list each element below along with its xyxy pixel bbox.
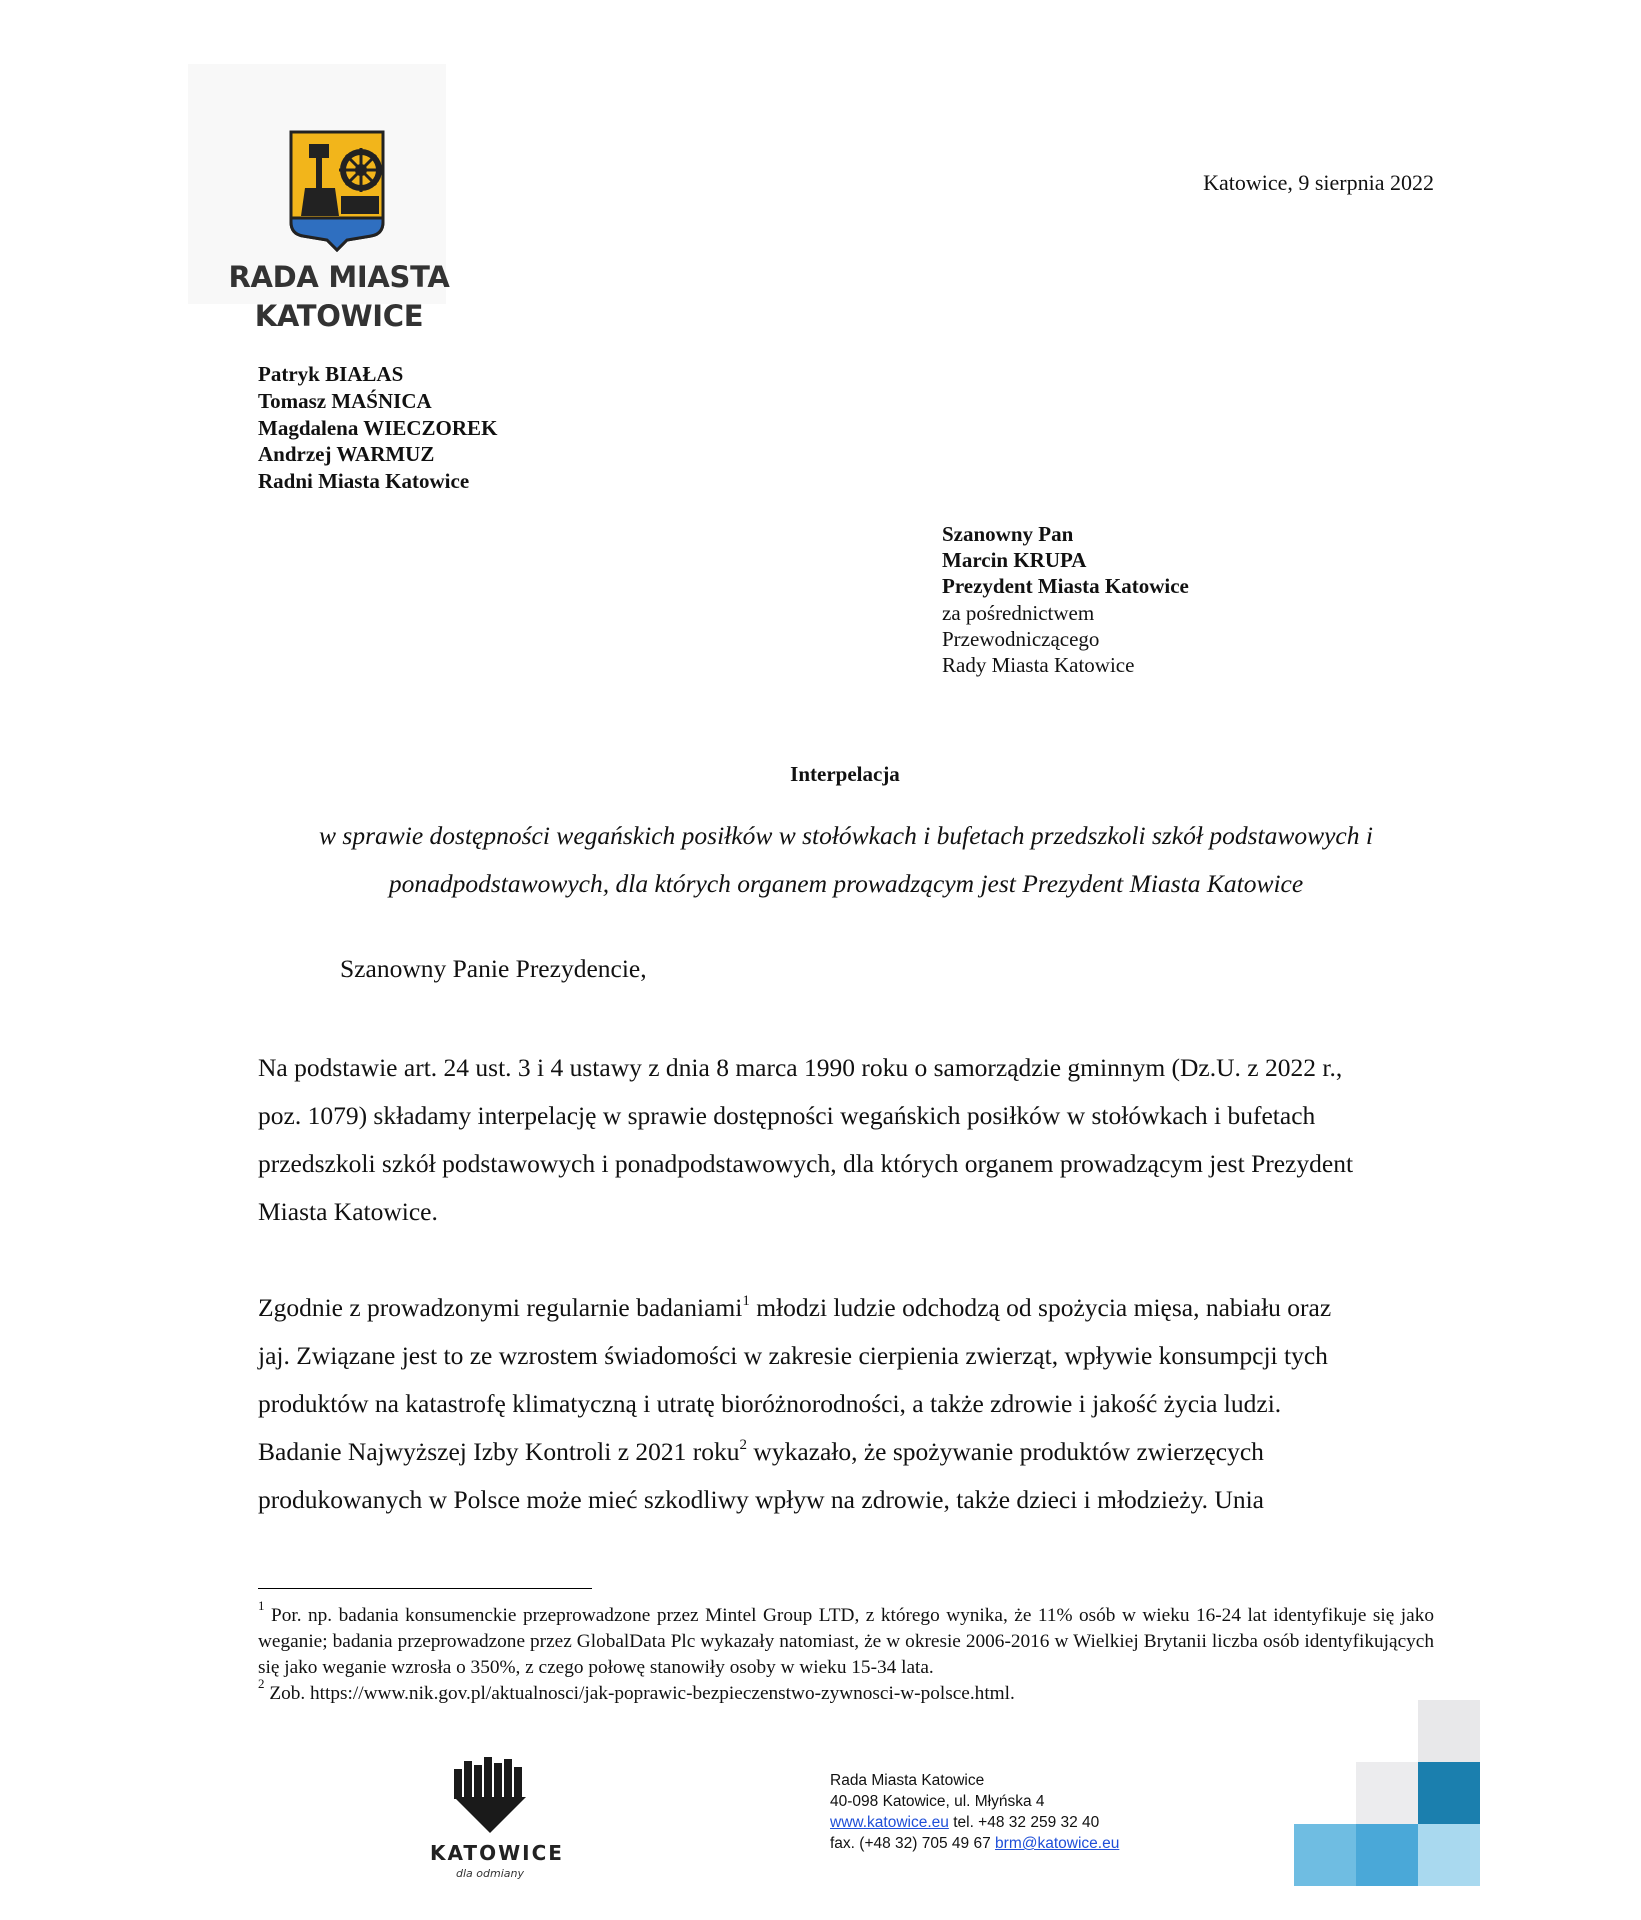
katowice-tagline: dla odmiany [456,1867,524,1880]
subtitle-line: w sprawie dostępności wegańskich posiłków w stołówkach i bufetach przedszkoli szkół podstawowych i [319,821,1373,850]
footnote-text: Zob. https://www.nik.gov.pl/aktualnosci/jak-poprawic-bezpieczenstwo-zywnosci-w-polsce.html. [264,1683,1015,1704]
sender-name: Tomasz MAŚNICA [258,388,432,413]
senders-block [258,361,497,495]
document-subtitle [258,812,1434,908]
sender-name: Magdalena WIECZOREK [258,415,498,440]
greeting: Szanowny Panie Prezydencie, [340,954,647,983]
letter-date: Katowice, 9 sierpnia 2022 [1203,170,1434,195]
paragraph-line: jaj. Związane jest to ze wzrostem świadomości w zakresie cierpienia zwierząt, wpływie konsumpcji tych [258,1341,1328,1370]
decor-square [1418,1700,1480,1762]
paragraph-text: młodzi ludzie odchodzą od spożycia mięsa, nabiału oraz [749,1293,1332,1322]
footnote [258,1675,1434,1707]
paragraph-line: przedszkoli szkół podstawowych i ponadpodstawowych, dla których organem prowadzącym jest Prezydent [258,1149,1354,1178]
paragraph-line: produkowanych w Polsce może mieć szkodliwy wpływ na zdrowie, także dzieci i młodzieży. Unia [258,1485,1264,1514]
recipient-via: za pośrednictwem [942,600,1095,625]
footnote-number: 1 [258,1597,265,1613]
sender-role: Radni Miasta Katowice [258,469,470,494]
katowice-heart-icon [450,1755,530,1835]
paragraph-text: Zgodnie z prowadzonymi regularnie badaniami [258,1293,743,1322]
footer-fax-line [830,1833,1119,1854]
paragraph-line: Na podstawie art. 24 ust. 3 i 4 ustawy z dnia 8 marca 1990 roku o samorządzie gminnym (Dz.U. z 2022 r., [258,1053,1343,1082]
paragraph-line [258,1428,1434,1476]
recipient-via: Przewodniczącego [942,626,1100,651]
footer-org: Rada Miasta Katowice [830,1772,985,1789]
decor-square [1418,1762,1480,1824]
footnote-separator [258,1588,592,1589]
footnote-number: 2 [258,1675,265,1691]
sender-name: Andrzej WARMUZ [258,442,435,467]
decor-square [1356,1762,1418,1824]
paragraph-line: Miasta Katowice. [258,1197,438,1226]
paragraph-line: poz. 1079) składamy interpelację w sprawie dostępności wegańskich posiłków w stołówkach i bufetach [258,1101,1316,1130]
council-name-line1: RADA MIASTA [228,260,450,294]
footnote-ref: 1 [742,1292,750,1309]
footer-street: 40-098 Katowice, ul. Młyńska 4 [830,1793,1045,1810]
sender-name: Patryk BIAŁAS [258,362,404,386]
subtitle-line: ponadpodstawowych, dla których organem prowadzącym jest Prezydent Miasta Katowice [388,869,1304,898]
council-name [200,258,478,336]
recipient-block [942,521,1189,678]
footer-contact-line [830,1812,1119,1833]
paragraph-text: wykazało, że spożywanie produktów zwierzęcych [747,1437,1264,1466]
paragraph-line [258,1284,1434,1332]
katowice-brand-logo [430,1755,564,1895]
paragraph-line: produktów na katastrofę klimatyczną i utratę bioróżnorodności, a także zdrowie i jakość życia ludzi. [258,1389,1282,1418]
footer-fax: fax. (+48 32) 705 49 67 [830,1835,996,1852]
recipient-via: Rady Miasta Katowice [942,653,1135,678]
decor-square [1294,1824,1356,1886]
city-crest-icon [287,130,387,252]
paragraph-text: Badanie Najwyższej Izby Kontroli z 2021 roku [258,1437,740,1466]
recipient-title: Prezydent Miasta Katowice [942,574,1189,599]
footer-phone: tel. +48 32 259 32 40 [948,1814,1100,1831]
footnote-text: Por. np. badania konsumenckie przeprowadzone przez Mintel Group LTD, z którego wynika, że 11% osób w wieku 16-24 lat identyfikuje się jako weganie; badania przeprowadzone przez GlobalData Plc wykazały natomiast, że w okresie 2006-2016 w Wielkiej Brytanii liczba osób identyfikujących się jako weganie wzrosła o 350%, z czego połowę stanowiły osoby w wieku 15-34 lata. [258,1605,1434,1678]
website-link[interactable]: www.katowice.eu [830,1814,949,1831]
decor-square [1418,1824,1480,1886]
katowice-wordmark: KATOWICE [430,1841,564,1865]
paragraph-legal-basis [258,1044,1434,1236]
footnote [258,1597,1434,1681]
document-title: Interpelacja [790,762,900,786]
paragraph-research [258,1284,1434,1524]
footnotes [258,1597,1434,1707]
footer-address [830,1770,1119,1854]
recipient-name: Marcin KRUPA [942,548,1087,573]
decor-square [1356,1824,1418,1886]
recipient-salutation: Szanowny Pan [942,522,1074,546]
footnote-ref: 2 [739,1436,748,1453]
email-link[interactable]: brm@katowice.eu [995,1835,1120,1852]
council-name-line2: KATOWICE [254,299,424,333]
